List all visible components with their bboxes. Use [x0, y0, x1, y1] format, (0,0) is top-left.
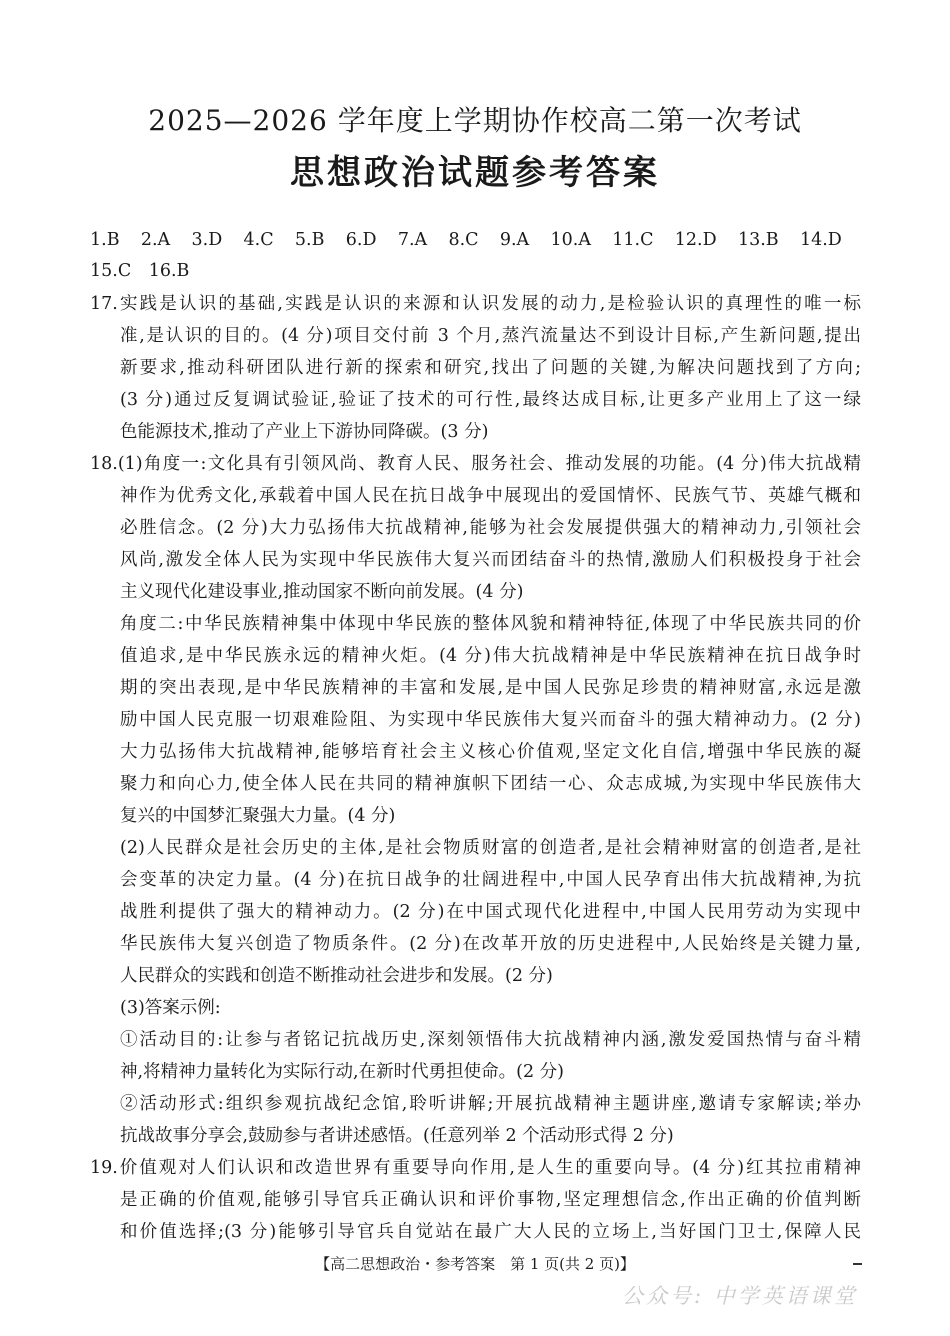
answer-line: 励中国人民克服一切艰难险阻、为实现中华民族伟大复兴而奋斗的强大精神动力。(2 分) [120, 710, 861, 730]
answer-line: 是正确的价值观,能够引导官兵正确认识和评价事物,坚定理想信念,作出正确的价值判断 [120, 1190, 861, 1210]
answer-line: ②活动形式:组织参观抗战纪念馆,聆听讲解;开展抗战精神主题讲座,邀请专家解读;举办 [120, 1094, 861, 1114]
answer-line: 复兴的中国梦汇聚强大力量。(4 分) [120, 806, 396, 826]
mc-answer: 3.D [191, 230, 223, 250]
dash-mark [853, 1263, 862, 1265]
mc-answer: 6.D [345, 230, 377, 250]
answer-line: 风尚,激发全体人民为实现中华民族伟大复兴而团结奋斗的热情,激励人们积极投身于社会 [120, 550, 861, 570]
answer-line: 战胜利提供了强大的精神动力。(2 分)在中国式现代化进程中,中国人民用劳动为实现中 [120, 902, 861, 922]
watermark: 公众号: 中学英语课堂 [622, 1284, 858, 1308]
answer-line: 主义现代化建设事业,推动国家不断向前发展。(4 分) [120, 582, 524, 602]
answer-line: 准,是认识的目的。(4 分)项目交付前 3 个月,蒸汽流量达不到设计目标,产生新问题,提出 [120, 326, 861, 346]
answer-line: (3 分)通过反复调试验证,验证了技术的可行性,最终达成目标,让更多产业用上了这一绿 [120, 390, 861, 410]
mc-answer: 5.B [294, 230, 325, 250]
mc-answer: 13.B [737, 230, 779, 250]
answer-line: (2)人民群众是社会历史的主体,是社会物质财富的创造者,是社会精神财富的创造者,是社 [120, 838, 861, 858]
mc-answer: 14.D [799, 230, 842, 250]
mc-answers-row-1 [90, 228, 842, 252]
mc-answer: 8.C [448, 230, 479, 250]
mc-answer: 4.C [243, 230, 274, 250]
mc-answers-row-2: 15.C 16.B [90, 261, 190, 281]
mc-answer: 9.A [499, 230, 530, 250]
mc-answer: 7.A [397, 230, 428, 250]
mc-answer: 2.A [140, 230, 171, 250]
answer-line: 色能源技术,推动了产业上下游协同降碳。(3 分) [120, 422, 489, 442]
answer-line: 华民族伟大复兴创造了物质条件。(2 分)在改革开放的历史进程中,人民始终是关键力量, [120, 934, 861, 954]
answer-line: 聚力和向心力,使全体人民在共同的精神旗帜下团结一心、众志成城,为实现中华民族伟大 [120, 774, 861, 794]
answer-line: 人民群众的实践和创造不断推动社会进步和发展。(2 分) [120, 966, 553, 986]
page-footer: 【高二思想政治・参考答案 第 1 页(共 2 页)】 [315, 1255, 635, 1273]
answer-line: 新要求,推动科研团队进行新的探索和研究,找出了问题的关键,为解决问题找到了方向; [120, 358, 861, 378]
answer-line: 大力弘扬伟大抗战精神,能够培育社会主义核心价值观,坚定文化自信,增强中华民族的凝 [120, 742, 861, 762]
answer-line: 神,将精神力量转化为实际行动,在新时代勇担使命。(2 分) [120, 1062, 564, 1082]
answer-line: 17.实践是认识的基础,实践是认识的来源和认识发展的动力,是检验认识的真理性的唯一标 [90, 294, 861, 314]
answer-line: 必胜信念。(2 分)大力弘扬伟大抗战精神,能够为社会发展提供强大的精神动力,引领社会 [120, 518, 861, 538]
answer-line: ①活动目的:让参与者铭记抗战历史,深刻领悟伟大抗战精神内涵,激发爱国热情与奋斗精 [120, 1030, 861, 1050]
answer-line: 神作为优秀文化,承载着中国人民在抗日战争中展现出的爱国情怀、民族气节、英雄气概和 [120, 486, 861, 506]
answer-line: 18.(1)角度一:文化具有引领风尚、教育人民、服务社会、推动发展的功能。(4 分)伟大抗战精 [90, 454, 861, 474]
answer-line: (3)答案示例: [120, 998, 221, 1018]
page-title: 2025—2026 学年度上学期协作校高二第一次考试 [148, 104, 802, 137]
answer-line: 19.价值观对人们认识和改造世界有重要导向作用,是人生的重要向导。(4 分)红其拉甫精神 [90, 1158, 861, 1178]
mc-answer: 10.A [550, 230, 591, 250]
answer-line: 和价值选择;(3 分)能够引导官兵自觉站在最广大人民的立场上,当好国门卫士,保障人民 [120, 1222, 861, 1242]
mc-answer: 11.C [612, 230, 654, 250]
answer-line: 角度二:中华民族精神集中体现中华民族的整体风貌和精神特征,体现了中华民族共同的价 [120, 614, 861, 634]
mc-answer: 1.B [90, 230, 120, 250]
answer-line: 期的突出表现,是中华民族精神的丰富和发展,是中国人民弥足珍贵的精神财富,永远是激 [120, 678, 861, 698]
answer-line: 会变革的决定力量。(4 分)在抗日战争的壮阔进程中,中国人民孕育出伟大抗战精神,为抗 [120, 870, 861, 890]
answer-line: 值追求,是中华民族永远的精神火炬。(4 分)伟大抗战精神是中华民族精神在抗日战争时 [120, 646, 861, 666]
page-subtitle: 思想政治试题参考答案 [290, 153, 660, 193]
answer-line: 抗战故事分享会,鼓励参与者讲述感悟。(任意列举 2 个活动形式得 2 分) [120, 1126, 674, 1146]
mc-answer: 12.D [674, 230, 717, 250]
